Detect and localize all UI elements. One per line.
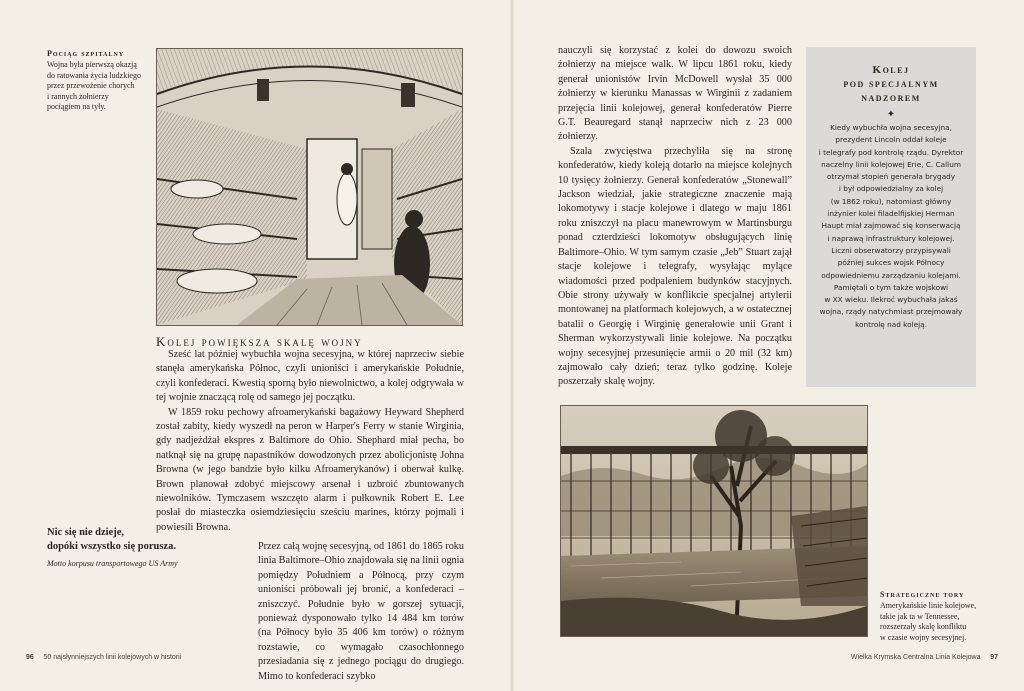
sidebar-title xyxy=(806,63,976,105)
sidebar-line: i był odpowiedzialny za kolej xyxy=(838,184,944,194)
sidebar-line: i naprawą infrastruktury kolejowej. xyxy=(827,233,955,243)
sidebar-title-line: Kolej xyxy=(872,64,910,76)
caption-body xyxy=(880,601,998,643)
section-body-top xyxy=(156,348,464,535)
paragraph-text: Przez całą wojnę secesyjną, od 1861 do 1865 roku linia Baltimore–Ohio znajdowała się na linii ognia pomiędzy Południem a Północą, przy czym unioniści próbowali jej bronić, a konfederaci – zniszczyć. Południe było w gorszej sytuacji, ponieważ dysponowało tylko 14 484 km torów (na Północy było 35 406 km torów) o różnym rozstawie, co wymagało czasochłonnego przesiadania się z jednego pociągu do drugiego. Mimo to konfederaci szybko xyxy=(258,541,464,682)
sidebar-line: kontrolę nad koleją. xyxy=(855,319,927,329)
page-number: 96 xyxy=(26,654,34,661)
sidebar-title-line: nadzorem xyxy=(861,92,921,104)
sidebar-box xyxy=(806,47,976,387)
left-footer xyxy=(26,654,181,661)
sidebar-body xyxy=(806,122,976,331)
page-number: 97 xyxy=(990,654,998,661)
sidebar-line: później sukces wojsk Północy xyxy=(837,258,945,268)
caption-body xyxy=(47,60,149,113)
caption-line: Amerykańskie linie kolejowe, xyxy=(880,601,977,610)
caption-line: pociągiem na tyły. xyxy=(47,102,106,111)
hospital-train-engraving xyxy=(156,48,463,326)
sidebar-title-line: pod specjalnym xyxy=(843,78,939,90)
sidebar-line: naczelny linii kolejowej Erie, C. Callum xyxy=(821,159,961,169)
paragraph-text: W 1859 roku pechowy afroamerykański bagażowy Heyward Shepherd został zabity, kiedy wyszedł na peron w Harper's Ferry w stanie Wirginia, gdy nadjeżdżał ekspres z Baltimore do Ohio. Shephard miał pecha, bo natknął się na grupę napastników dowodzonych przez abolicjonistę Johna Browna (w jego bandzie było kilku Afroamerykanów) i oberwał kulkę. Brown planował zdobyć miejscowy arsenał i uzbroić zbuntowanych niewolników. Tymczasem wszczęto alarm i pułkownik Robert E. Lee posłał do miasteczka osiemdziesięciu sześciu marines, którzy pojmali i powiesili Browna. xyxy=(156,406,464,533)
hospital-train-caption xyxy=(47,49,149,113)
paragraph xyxy=(156,406,464,536)
section-body-bottom xyxy=(128,540,464,684)
caption-line: rozszerzały skalę konfliktu xyxy=(880,622,967,631)
pull-quote-line: Nic się nie dzieje, xyxy=(47,527,124,538)
caption-line: do ratowania życia ludzkiego xyxy=(47,70,141,80)
sidebar-line: inżynier kolei filadelfijskiej Herman xyxy=(827,209,955,219)
sidebar-line: Haupt miał zajmować się konserwacją xyxy=(821,221,961,231)
paragraph: Szala zwycięstwa przechyliła się na stronę konfederatów, kiedy koleją dotarło na miejsce kolejnych 10 tysięcy żołnierzy. Generał konfederatów „Stonewall” Jackson wiedział, jakie strategiczne znaczenie mają lokomotywy i stacje kolejowe i dlatego w maju 1861 roku zniszczył na placu manewrowym w Martinsburgu ponad czterdzieści lokomotyw obsługujących linię Baltimore–Ohio. W tym samym czasie „Jeb” Stuart zajął stacje kolejowe i telegrafy, wysyłając mylące wiadomości przed podpaleniem budynków stacyjnych. Obie strony używały w konflikcie specjalnej artylerii montowanej na platformach kolejowych, a w ostatecznej batalii o Georgię i Wirginię generałowie unii Grant i Sherman wykorzystywali linie kolejowe. Na początku wojny secesyjnej przesunięcie armii o 20 mil (32 km) zajmowało cały dzień; teraz tylko godzinę. Koleje poszerzały skalę wojny. xyxy=(558,145,792,388)
paragraph xyxy=(128,540,464,684)
pull-quote-line: dopóki wszystko się porusza. xyxy=(47,541,176,552)
sidebar-line: odpowiedniemu zarządzaniu kolejami. xyxy=(821,270,961,280)
caption-line: Wojna była pierwszą okazją xyxy=(47,60,137,69)
book-title: 50 najsłynniejszych linii kolejowych w historii xyxy=(43,654,182,661)
sidebar-line: i telegrafy pod kontrolę rządu. Dyrektor xyxy=(818,147,964,157)
sidebar-line: Liczni obserwatorzy przypisywali xyxy=(831,245,951,255)
bridge-caption xyxy=(880,590,998,643)
paragraph: Sześć lat później wybuchła wojna secesyjna, w której naprzeciw siebie stanęła amerykańska Północ, czyli unioniści i amerykańskie Południe, czyli konfederaci. Kwestią sporną było niewolnictwo, a kolej odgrywała w tej wojnie znaczącą rolę od samego jej początku. xyxy=(156,349,464,404)
trestle-bridge-photo xyxy=(560,405,868,637)
sidebar-line: otrzymał stopień generała brygady xyxy=(826,172,956,182)
pull-quote-credit: Motto korpusu transportowego US Army xyxy=(47,559,178,568)
sidebar-line: (w 1862 roku), natomiast główny xyxy=(830,196,952,206)
sidebar-divider-icon: ✦ xyxy=(886,109,896,120)
caption-title: Strategiczne tory xyxy=(880,590,965,599)
caption-line: i rannych żołnierzy xyxy=(47,91,109,101)
paragraph: nauczyli się korzystać z kolei do dowozu swoich żołnierzy na miejsce walk. W lipcu 1861 roku, kiedy generał unionistów Irvin McDowell wysłał 35 000 żołnierzy w kierunku Manassas w Wirginii z zadaniem przejęcia linii kolejowej, generał konfederatów Pierre G.T. Beauregard stanął naprzeciw nich z 23 000 żołnierzy. xyxy=(558,45,792,143)
chapter-title: Wielka Krymska Centralna Linia Kolejowa xyxy=(850,654,981,661)
sidebar-line: w XX wieku. Ilekroć wybuchała jakaś xyxy=(824,295,958,305)
sidebar-line: wojna, rządy natychmiast przejmowały xyxy=(819,307,963,317)
sidebar-line: Kiedy wybuchła wojna secesyjna, xyxy=(830,123,952,132)
caption-title: Pociąg szpitalny xyxy=(47,49,125,58)
photo-illustration xyxy=(561,406,867,636)
section-heading: Kolej powiększa skalę wojny xyxy=(156,334,363,349)
caption-line: takie jak ta w Tennessee, xyxy=(880,611,960,621)
sidebar-line: prezydent Lincoln oddał koleje xyxy=(835,135,947,145)
caption-line: w czasie wojny secesyjnej. xyxy=(880,632,967,642)
caption-line: przez przewożenie chorych xyxy=(47,81,135,90)
sidebar-line: Pamiętali o tym także wojskowi xyxy=(833,282,949,292)
book-gutter xyxy=(510,0,514,691)
right-footer xyxy=(851,654,998,661)
engraving-illustration xyxy=(157,49,462,325)
right-column-text xyxy=(558,44,792,390)
